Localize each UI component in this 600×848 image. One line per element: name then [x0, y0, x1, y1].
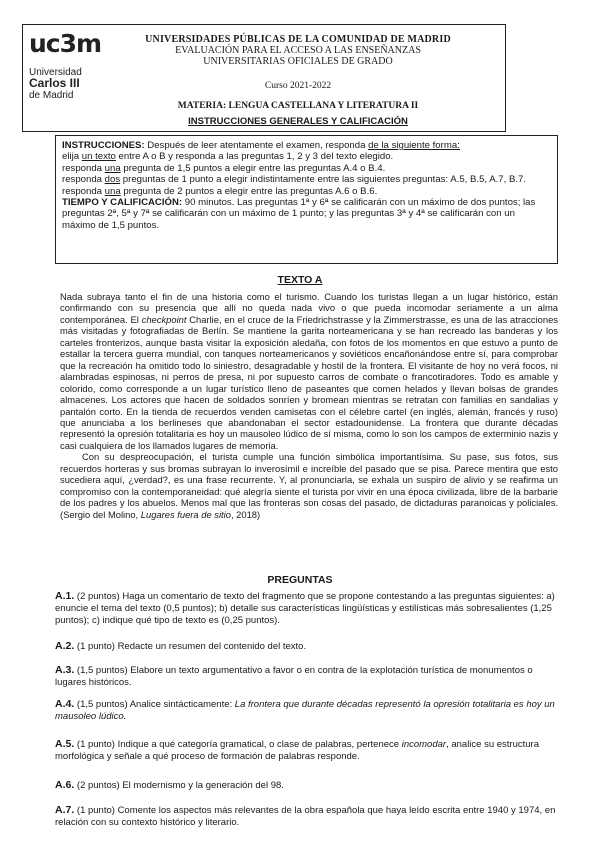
logo-mark: uc3m: [29, 29, 102, 58]
question-a2: A.2. (1 punto) Redacte un resumen del contenido del texto.: [55, 640, 307, 652]
question-a4: A.4. (1,5 puntos) Analice sintácticamente: La frontera que durante décadas representó la opresión totalitaria es hoy un mausoleo lúdico.: [55, 698, 555, 722]
instruction-line-3: responda dos preguntas de 1 punto a elegir indistintamente entre las siguientes preguntas: A.5, B.5, A.7, B.7.: [62, 174, 527, 186]
instruction-line-1: elija un texto entre A o B y responda a las preguntas 1, 2 y 3 del texto elegido.: [62, 151, 394, 163]
text-a-paragraph-2: Con su despreocupación, el turista cumple una función simbólica importantísima. Su pase, sus fotos, sus recuerdos horteras y sus bromas subrayan lo inverosímil e increíble del pasado que se pisa. Parece mentira que esto sucediera aquí, ¿verdad?, es una frase recurrente. Y, al pronunciarla, se exhala un suspiro de alivio y se reafirma un compromiso con la contemporaneidad: qué alegría siente el turista por vivir en una época civilizada, libre de la barbarie de los padres y los abuelos. Menos mal que las fronteras son cosas del pasado, de dictaduras paranoicas y policiales. (Sergio del Molino, Lugares fuera de sitio, 2018): [60, 451, 558, 520]
question-a3: A.3. (1,5 puntos) Elabore un texto argumentativo a favor o en contra de la explotación turística de monumentos o lugares históricos.: [55, 664, 533, 688]
text-a-title: TEXTO A: [277, 274, 323, 286]
instruction-line-2: responda una pregunta de 1,5 puntos a elegir entre las preguntas A.4 o B.4.: [62, 162, 386, 174]
subject: MATERIA: LENGUA CASTELLANA Y LITERATURA II: [177, 101, 419, 111]
questions-title: PREGUNTAS: [267, 574, 333, 586]
text-a-body: [60, 291, 558, 520]
question-a7: A.7. (1 punto) Comente los aspectos más relevantes de la obra española que haya leído escrita entre 1940 y 1974, en relación con su contexto histórico y literario.: [55, 804, 556, 828]
header-line2: EVALUACIÓN PARA EL ACCESO A LAS ENSEÑANZAS: [175, 45, 421, 56]
question-a5: A.5. (1 punto) Indique a qué categoría gramatical, o clase de palabras, pertenece incomodar, analice su estructura morfológica y señale a qué proceso de formación de palabras responde.: [55, 738, 539, 762]
exam-header: [22, 24, 506, 132]
logo-line1: Universidad: [29, 67, 82, 78]
header-title: UNIVERSIDADES PÚBLICAS DE LA COMUNIDAD DE MADRID: [145, 34, 451, 45]
logo-name: [29, 67, 107, 101]
logo-line2: Carlos III: [29, 76, 80, 90]
header-line3: UNIVERSITARIAS OFICIALES DE GRADO: [203, 56, 393, 67]
instruction-line-4: responda una pregunta de 2 puntos a elegir entre las preguntas A.6 o B.6.: [62, 185, 378, 197]
instructions-box: [55, 135, 558, 264]
university-logo: [29, 31, 107, 101]
instructions-heading: INSTRUCCIONES GENERALES Y CALIFICACIÓN: [188, 116, 408, 127]
question-a6: A.6. (2 puntos) El modernismo y la generación del 98.: [55, 779, 284, 791]
header-title-block: [113, 34, 483, 67]
course-year: Curso 2021-2022: [264, 81, 332, 91]
question-a1: A.1. (2 puntos) Haga un comentario de texto del fragmento que se propone contestando a las preguntas siguientes: a) enuncie el tema del texto (0,5 puntos); b) detalle sus características lingüísticas y estilísticas más sobresalientes (1,25 puntos); c) indique qué tipo de texto es (0,25 puntos).: [55, 590, 555, 626]
instructions-intro: INSTRUCCIONES: Después de leer atentamente el examen, responda de la siguiente forma:: [62, 140, 460, 151]
time-and-grading: TIEMPO Y CALIFICACIÓN: 90 minutos. Las preguntas 1ª y 6ª se calificarán con un máximo de dos puntos; las preguntas 2ª, 5ª y 7ª se calificarán con un máximo de 1 punto; y las preguntas 3ª y 4ª se calificarán con un máximo de 1,5 puntos.: [62, 197, 536, 231]
logo-line3: de Madrid: [29, 90, 74, 101]
text-a-paragraph-1: Nada subraya tanto el fin de una historia como el turismo. Cuando los turistas llegan a un lugar histórico, están confirmando con su presencia que allí no queda nada vivo o que pueda incomodar seriamente a un alma contemporánea. El checkpoint Charlie, en el cruce de la Friedrichstrasse y la Zimmerstrasse, es una de las atracciones más visitadas y fotografiadas de Berlín. Se mantiene la garita norteamericana y se han recreado las banderas y los carteles fronterizos, aunque basta visitar la exposición aledaña, con fotos de los momentos en que estuvo a punto de estallar la tercera guerra mundial, con tanques norteamericanos y soviéticos encañonándose entre sí, para comprobar que la recreación ha omitido todo lo siniestro, desagradable y hostil de la frontera. El visitante de hoy no verá focos, ni alambradas espinosas, ni perros de presa, ni por supuesto carros de combate o francotiradores. Todo es amable y colorido, como corresponde a un lugar turístico lleno de paseantes que comen helados y llevan bolsas de grandes almacenes. Los actores que hacen de soldados sonríen y bromean mientras se retratan con familias en sandalias y pantalón corto. En la tienda de recuerdos venden camisetas con el célebre cartel (en inglés, alemán, francés y ruso) que anunciaba a los berlineses que abandonaban el sector estadounidense. La frontera que durante décadas representó la opresión totalitaria es hoy un mausoleo lúdico de sí misma, como lo son los campos de exterminio nazis y casi cualquiera de los llamados lugares de memoria.: [60, 291, 558, 451]
